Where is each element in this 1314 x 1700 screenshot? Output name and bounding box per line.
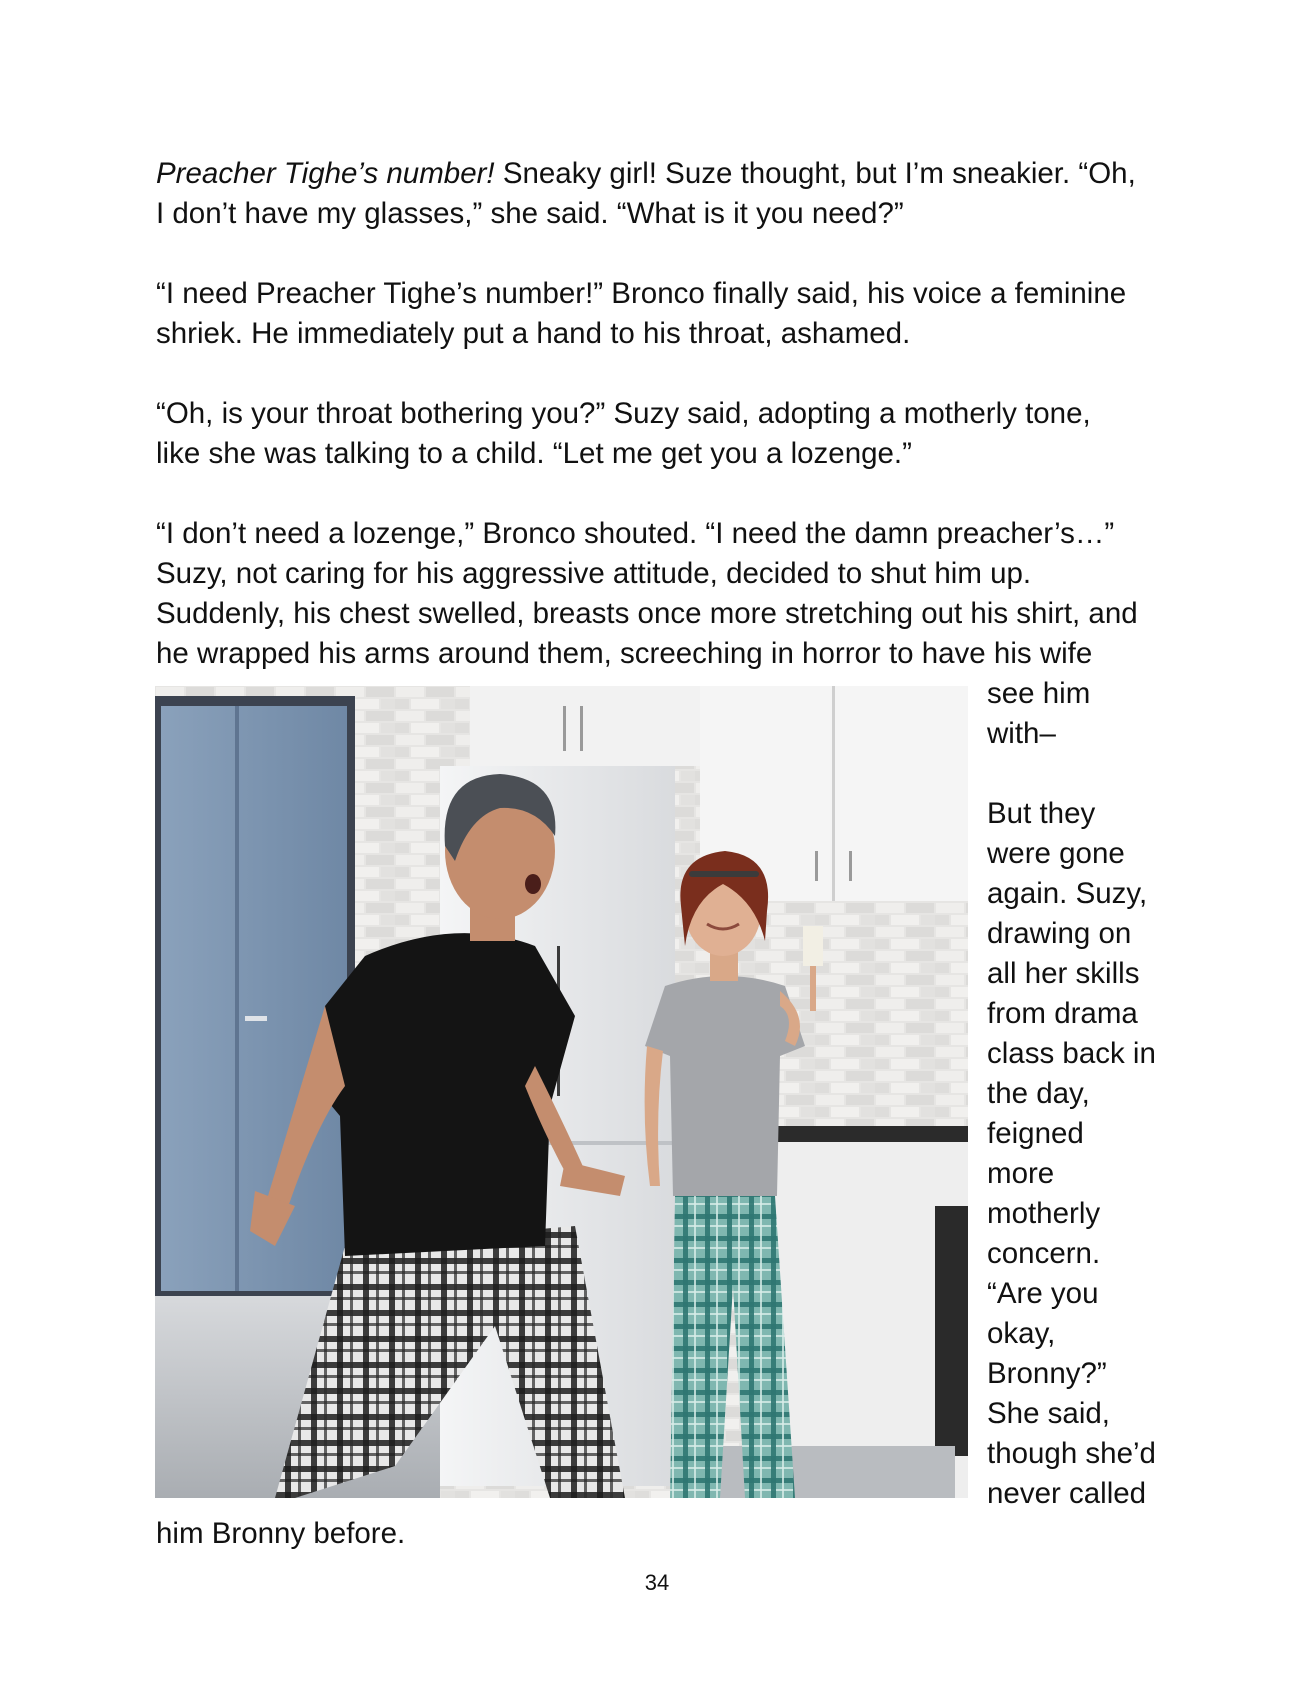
paragraph-4-line-1: “I don’t need a lozenge,” Bronco shouted. “I need the damn preacher’s…” [156, 517, 1115, 550]
paragraph-2-line-1: “I need Preacher Tighe’s number!” Bronco finally said, his voice a feminine [156, 277, 1127, 310]
side-line-2: with– [987, 717, 1056, 750]
paragraph-3-line-1: “Oh, is your throat bothering you?” Suzy said, adopting a motherly tone, [156, 397, 1091, 430]
paragraph-4-line-2: Suzy, not caring for his aggressive attitude, decided to shut him up. [156, 557, 1032, 590]
side-line-13: motherly [987, 1197, 1101, 1230]
side-line-3: But they [987, 797, 1096, 830]
paragraph-3-line-2: like she was talking to a child. “Let me get you a lozenge.” [156, 437, 912, 470]
side-line-6: drawing on [987, 917, 1132, 950]
side-line-11: feigned [987, 1117, 1084, 1150]
countertop [755, 1126, 968, 1142]
side-line-19: though she’d [987, 1437, 1156, 1470]
illustration-svg [155, 686, 968, 1498]
side-line-16: okay, [987, 1317, 1056, 1350]
side-line-17: Bronny?” [987, 1357, 1107, 1390]
door-handle [245, 1016, 267, 1021]
side-line-1: see him [987, 677, 1091, 710]
side-line-10: the day, [987, 1077, 1090, 1110]
paragraph-1-line-1-rest: Sneaky girl! Suze thought, but I’m sneakier. “Oh, [494, 157, 1136, 190]
side-line-12: more [987, 1157, 1055, 1190]
final-line: him Bronny before. [156, 1517, 406, 1550]
side-line-4: were gone [987, 837, 1125, 870]
italic-phrase: Preacher Tighe’s number! [156, 157, 495, 190]
paragraph-4-line-3: Suddenly, his chest swelled, breasts once more stretching out his shirt, and [156, 597, 1138, 630]
paragraph-1-line-2: I don’t have my glasses,” she said. “What is it you need?” [156, 197, 904, 230]
side-line-18: She said, [987, 1397, 1110, 1430]
side-line-8: from drama [987, 997, 1138, 1030]
kitchen-scene-illustration [155, 686, 968, 1498]
paragraph-1-line-1 [156, 154, 1136, 194]
side-line-15: “Are you [987, 1277, 1099, 1310]
side-line-14: concern. [987, 1237, 1101, 1270]
upper-cabinet-left [470, 686, 700, 766]
paragraph-4-line-4: he wrapped his arms around them, screeching in horror to have his wife [156, 637, 1093, 670]
side-line-9: class back in [987, 1037, 1156, 1070]
side-line-7: all her skills [987, 957, 1140, 990]
side-line-5: again. Suzy, [987, 877, 1148, 910]
side-line-20: never called [987, 1477, 1147, 1510]
page-number: 34 [644, 1570, 670, 1595]
paragraph-2-line-2: shriek. He immediately put a hand to his throat, ashamed. [156, 317, 911, 350]
